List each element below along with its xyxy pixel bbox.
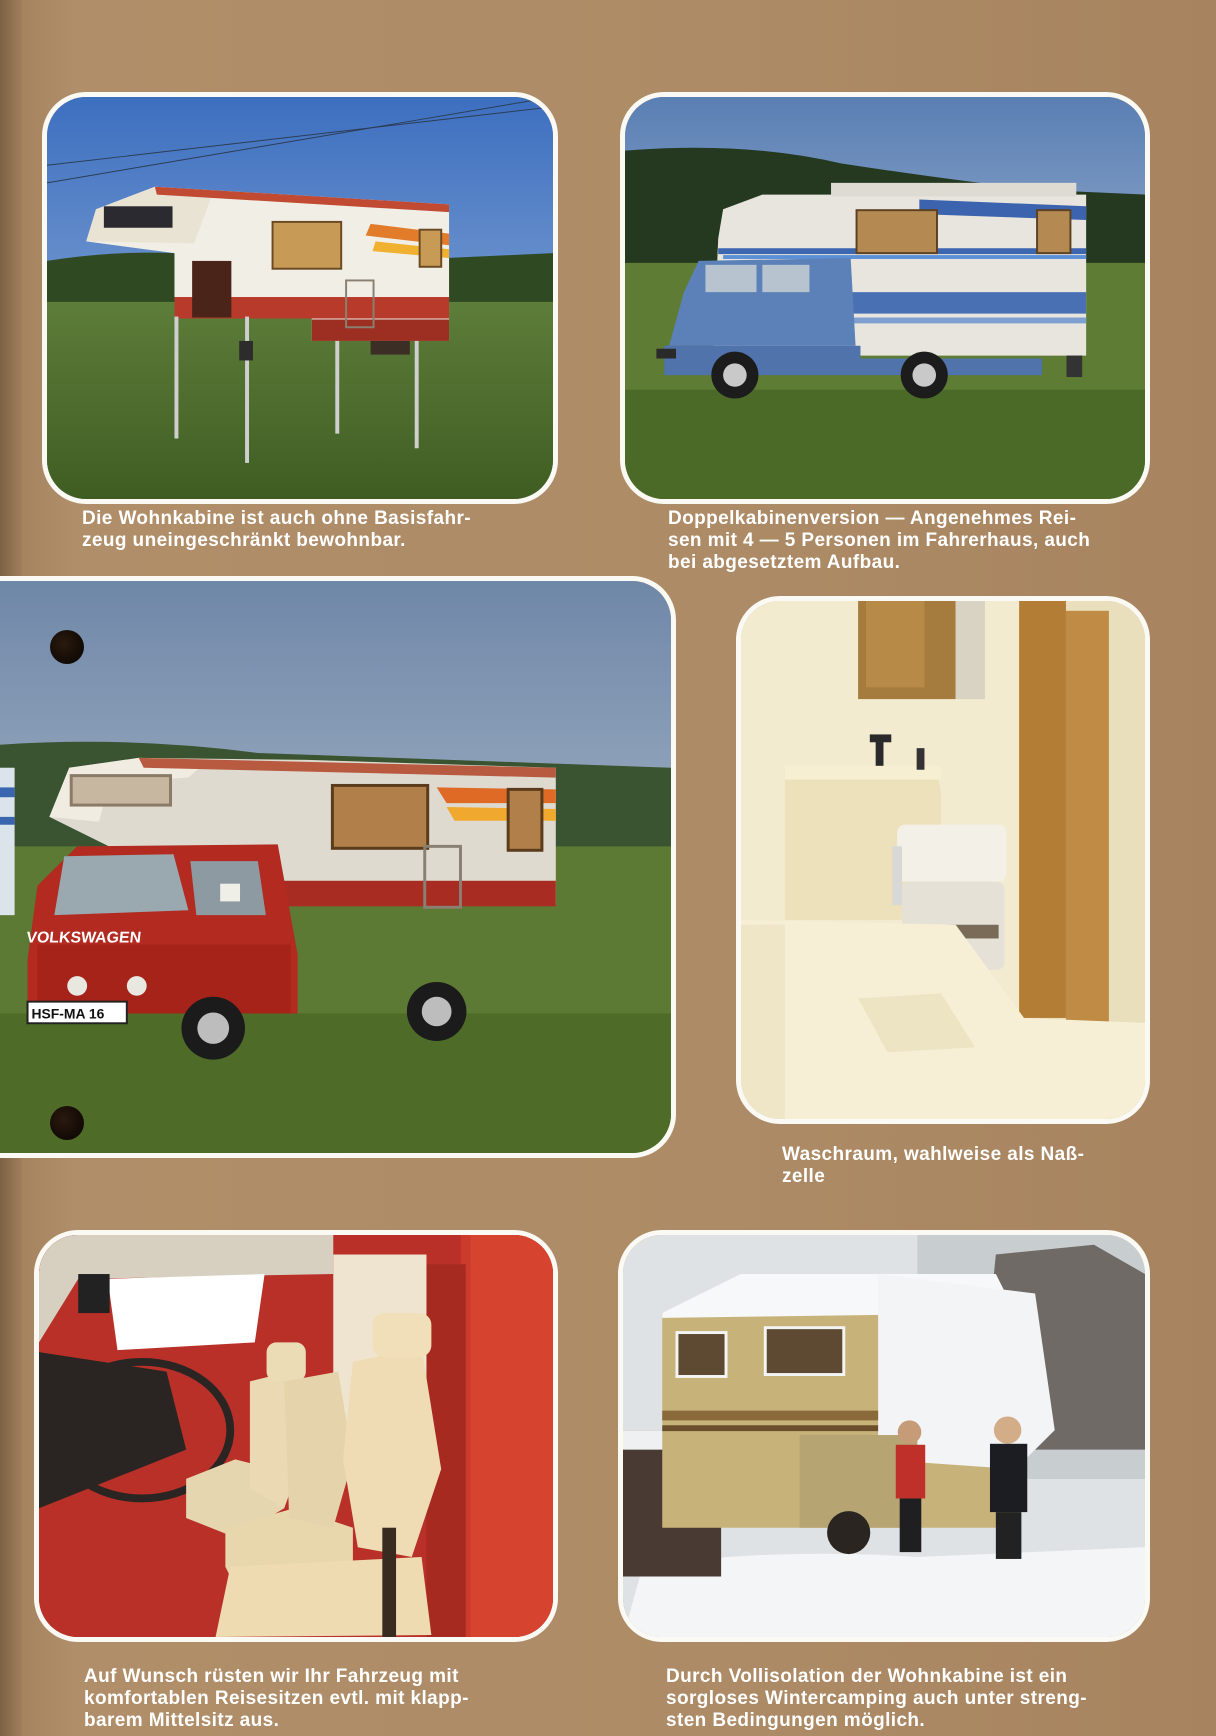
- photo-red-vw-camper: [0, 576, 676, 1158]
- punch-hole-top: [50, 630, 84, 664]
- photo-cabin-standalone: [42, 92, 558, 504]
- caption-winter-camping: Durch Vollisolation der Wohnkabine ist ein sorgloses Wintercamping auch unter streng- sten Bedingungen möglich.: [666, 1666, 1087, 1731]
- photo-double-cab: [620, 92, 1150, 504]
- photo-winter-camping: [618, 1230, 1150, 1642]
- caption-washroom: Waschraum, wahlweise als Naß- zelle: [782, 1144, 1085, 1187]
- caption-double-cab: Doppelkabinenversion — Angenehmes Rei- sen mit 4 — 5 Personen im Fahrerhaus, auch bei abgesetztem Aufbau.: [668, 508, 1091, 573]
- photo-interior-seats: [34, 1230, 558, 1642]
- caption-cabin-standalone: Die Wohnkabine ist auch ohne Basisfahr- zeug uneingeschränkt bewohnbar.: [82, 508, 471, 551]
- caption-interior-seats: Auf Wunsch rüsten wir Ihr Fahrzeug mit komfortablen Reisesitzen evtl. mit klapp- barem Mittelsitz aus.: [84, 1666, 469, 1731]
- photo-washroom: [736, 596, 1150, 1124]
- punch-hole-bottom: [50, 1106, 84, 1140]
- license-plate-text: HSF-MA 16: [31, 1005, 105, 1022]
- hood-brand-lettering: VOLKSWAGEN: [25, 929, 142, 947]
